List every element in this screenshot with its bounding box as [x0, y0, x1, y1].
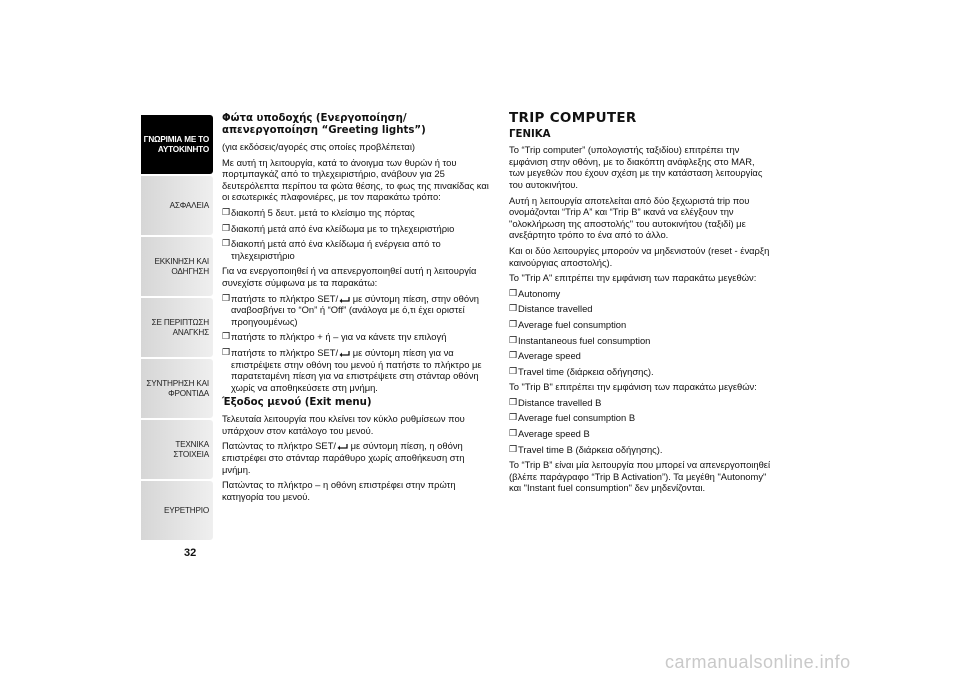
paragraph-text: με σύντομη πίεση, η οθόνη επιστρέφει στο στάνταρ παράθυρο χωρίς αποθήκευση στη μνήμη. [222, 440, 465, 475]
paragraph: Το “Trip computer” (υπολογιστής ταξιδίου) επιτρέπει την εμφάνιση στην οθόνη, με το διακόπτη ανάφλεξης στο MAR, των μεγεθών που έχουν σχέση με την κατάσταση λειτουργίας του αυτοκινήτου. [509, 144, 763, 190]
checkbox-bullet-icon: ❒ [509, 350, 518, 361]
list-item [222, 238, 494, 261]
paragraph: Πατώντας το πλήκτρο – η οθόνη επιστρέφει στην πρώτη κατηγορία του μενού. [222, 479, 456, 502]
esc-return-icon [338, 350, 350, 357]
checkbox-bullet-icon: ❒ [222, 222, 231, 233]
tab-technical-data[interactable]: ΤΕΧΝΙΚΑ ΣΤΟΙΧΕΙΑ [141, 420, 213, 479]
paragraph [222, 440, 494, 475]
list-item-text [231, 293, 494, 328]
section-subtitle: (για εκδόσεις/αγορές στις οποίες προβλέπεται) [222, 141, 416, 152]
checkbox-bullet-icon: ❒ [222, 292, 231, 303]
tab-emergency[interactable]: ΣΕ ΠΕΡΙΠΤΩΣΗ ΑΝΑΓΚΗΣ [141, 298, 213, 357]
chapter-sidebar [141, 115, 213, 542]
list-item [509, 335, 771, 347]
list-item-text: Autonomy [518, 287, 561, 299]
list-item [509, 303, 771, 315]
list-item-text [231, 347, 494, 393]
list-item-text: διακοπή μετά από ένα κλείδωμα με το τηλεχειριστήριο [231, 222, 455, 234]
checkbox-bullet-icon: ❒ [509, 318, 518, 329]
list-item [509, 350, 771, 362]
step-text: πατήστε το πλήκτρο SET/ [231, 292, 339, 304]
list-item [509, 366, 771, 378]
checkbox-bullet-icon: ❒ [509, 334, 518, 345]
paragraph: Για να ενεργοποιηθεί ή να απενεργοποιηθεί αυτή η λειτουργία συνεχίστε σύμφωνα με τα παρακάτω: [222, 265, 477, 288]
paragraph: Το "Trip B" επιτρέπει την εμφάνιση των παρακάτω μεγεθών: [509, 381, 757, 393]
checkbox-bullet-icon: ❒ [509, 287, 518, 298]
paragraph: Αυτή η λειτουργία αποτελείται από δύο ξεχωριστά trip που ονομάζονται “Trip A” και “Trip B” ικανά να ελέγξουν την "ολοκλήρωση της αποστολής" του αυτοκινήτου (ταξιδί) με ανεξάρτητο τρόπο το ένα από το άλλο. [509, 194, 750, 241]
watermark: carmanualsonline.info [665, 652, 851, 672]
tab-getting-to-know[interactable]: ΓΝΩΡΙΜΙΑ ΜΕ ΤΟ ΑΥΤΟΚΙΝΗΤΟ [141, 115, 213, 174]
list-item-text: Distance travelled [518, 303, 593, 315]
list-item-text: Instantaneous fuel consumption [518, 334, 651, 346]
step-text: πατήστε το πλήκτρο SET/ [231, 346, 339, 358]
tab-index[interactable]: ΕΥΡΕΤΗΡΙΟ [141, 481, 213, 540]
list-item-text: Average speed [518, 350, 581, 362]
list-item [509, 288, 771, 300]
page-number: 32 [184, 547, 197, 559]
list-item-text: Distance travelled B [518, 396, 602, 408]
section-title-exit-menu: Έξοδος μενού (Exit menu) [222, 397, 372, 409]
list-item [222, 331, 494, 343]
checkbox-bullet-icon: ❒ [509, 428, 518, 439]
esc-return-icon [336, 443, 348, 450]
tab-starting-driving[interactable]: ΕΚΚΙΝΗΣΗ ΚΑΙ ΟΔΗΓΗΣΗ [141, 237, 213, 296]
paragraph-text: Πατώντας το πλήκτρο SET/ [222, 440, 337, 452]
list-item [222, 347, 494, 393]
checkbox-bullet-icon: ❒ [222, 238, 231, 249]
list-item-text: Travel time (διάρκεια οδήγησης). [518, 365, 654, 377]
section-title-trip-computer: TRIP COMPUTER [509, 110, 637, 126]
checkbox-bullet-icon: ❒ [509, 396, 518, 407]
list-item [509, 319, 771, 331]
list-item [509, 428, 771, 440]
checkbox-bullet-icon: ❒ [222, 331, 231, 342]
esc-return-icon [338, 296, 350, 303]
checkbox-bullet-icon: ❒ [509, 443, 518, 454]
checkbox-bullet-icon: ❒ [222, 346, 231, 357]
list-item-text: Average fuel consumption [518, 318, 627, 330]
paragraph: Τελευταία λειτουργία που κλείνει τον κύκλο ρυθμίσεων που υπάρχουν στον κατάλογο του μενού. [222, 413, 465, 436]
paragraph: Το "Trip A" επιτρέπει την εμφάνιση των παρακάτω μεγεθών: [509, 272, 757, 284]
section-subtitle-general: ΓΕΝΙΚΑ [509, 128, 551, 140]
list-item-text: Average speed B [518, 428, 590, 440]
list-item [509, 444, 771, 456]
list-item-text: διακοπή 5 δευτ. μετά το κλείσιμο της πόρτας [231, 206, 415, 218]
step-text: με σύντομη πίεση, στην οθόνη αναβοσβήνει το “On” ή “Off” (ανάλογα με ό,τι έχει οριστεί προηγουμένως) [231, 292, 479, 327]
tab-maintenance[interactable]: ΣΥΝΤΗΡΗΣΗ ΚΑΙ ΦΡΟΝΤΙΔΑ [141, 359, 213, 418]
list-item [509, 397, 771, 409]
right-column [509, 110, 771, 498]
paragraph: Με αυτή τη λειτουργία, κατά το άνοιγμα των θυρών ή του πορτμπαγκάζ από το τηλεχειριστήριο, ανάβουν για 25 δευτερόλεπτα περίπου τα φώτα θέσης, το φως της πινακίδας και οι εσωτερικές πλαφονιέρες, με τον παρακάτω τρόπο: [222, 156, 489, 203]
left-column [222, 113, 494, 506]
list-item [222, 207, 494, 219]
section-title-greeting-lights: Φώτα υποδοχής (Ενεργοποίηση/ απενεργοποίηση “Greeting lights”) [222, 113, 426, 136]
checkbox-bullet-icon: ❒ [509, 365, 518, 376]
list-item [222, 223, 494, 235]
paragraph: Και οι δύο λειτουργίες μπορούν να μηδενιστούν (reset - έναρξη καινούργιας αποστολής). [509, 244, 770, 268]
list-item [509, 412, 771, 424]
list-item-text: πατήστε το πλήκτρο + ή – για να κάνετε την επιλογή [231, 331, 447, 343]
checkbox-bullet-icon: ❒ [509, 303, 518, 314]
paragraph: Το “Trip B” είναι μία λειτουργία που μπορεί να απενεργοποιηθεί (βλέπε παράγραφο “Trip B Activation”). Τα μεγέθη "Autonomy" και "Instant fuel consumption" δεν μηδενίζονται. [509, 459, 771, 494]
list-item [222, 293, 494, 328]
checkbox-bullet-icon: ❒ [222, 206, 231, 217]
tab-safety[interactable]: ΑΣΦΑΛΕΙΑ [141, 176, 213, 235]
step-text: με σύντομη πίεση για να επιστρέψετε στην οθόνη του μενού ή πατήστε το πλήκτρο με παρατεταμένη πίεση για να επιστρέψετε στη στάνταρ οθόνη χωρίς να αποθηκεύσετε στη μνήμη. [231, 346, 482, 393]
list-item-text: διακοπή μετά από ένα κλείδωμα ή ενέργεια από το τηλεχειριστήριο [231, 238, 441, 261]
list-item-text: Average fuel consumption B [518, 412, 636, 424]
checkbox-bullet-icon: ❒ [509, 412, 518, 423]
list-item-text: Travel time B (διάρκεια οδήγησης). [518, 443, 663, 455]
